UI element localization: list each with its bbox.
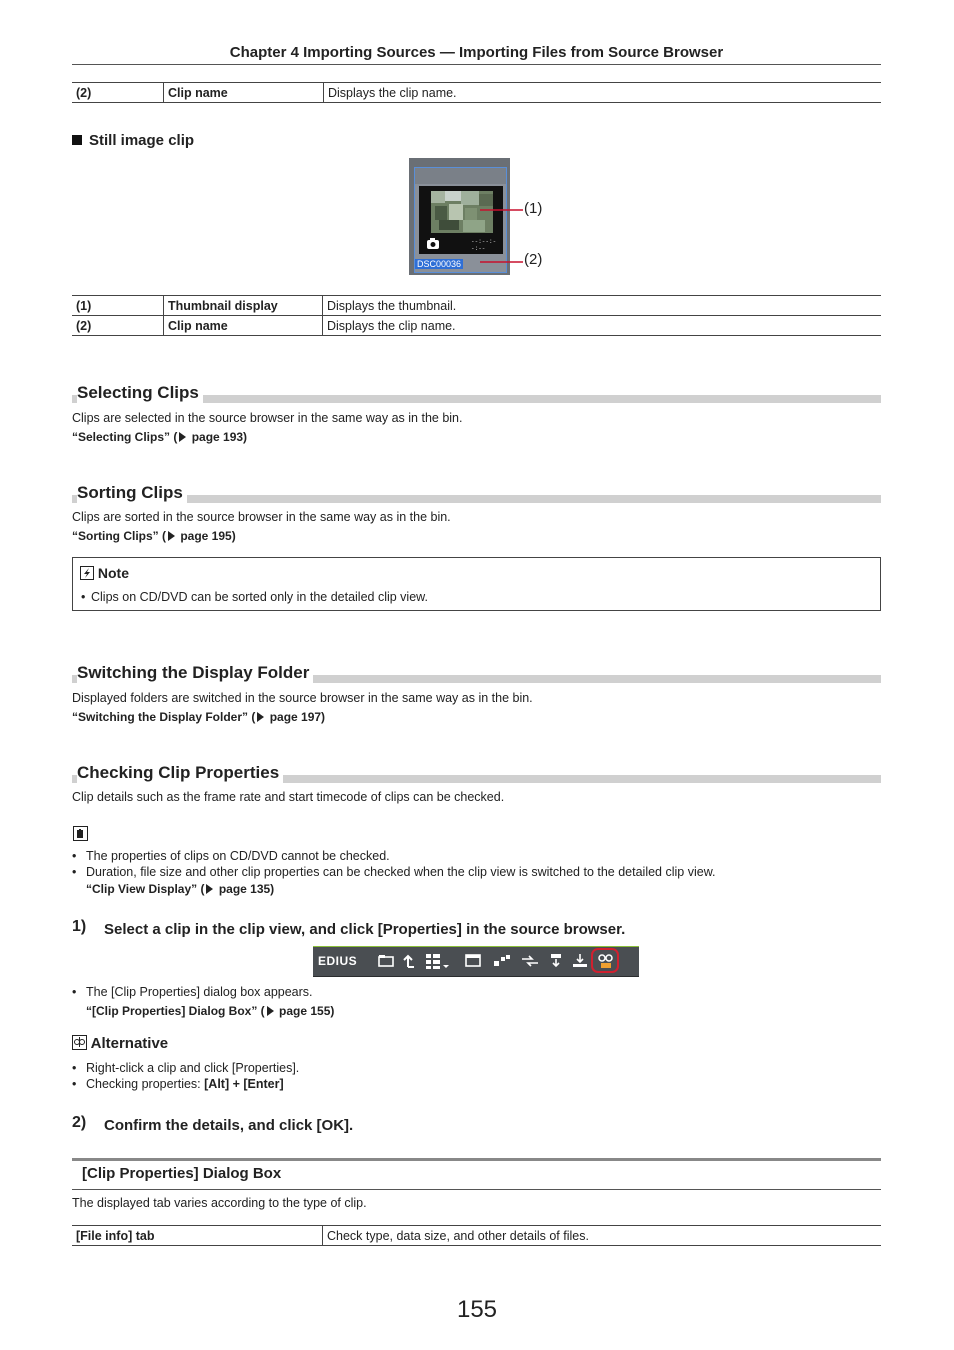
memo-icon bbox=[73, 826, 88, 841]
callout-2: (2) bbox=[524, 251, 543, 268]
table-row bbox=[72, 83, 881, 103]
clip-name-table bbox=[72, 82, 881, 103]
section-heading-checking: Checking Clip Properties bbox=[72, 761, 881, 783]
step-1-text: Select a clip in the clip view, and click [Properties] in the source browser. bbox=[104, 921, 626, 938]
window-icon[interactable] bbox=[464, 953, 482, 969]
note-box bbox=[72, 557, 881, 611]
note-bullet: • Clips on CD/DVD can be sorted only in the detailed clip view. bbox=[81, 590, 428, 604]
still-image-table bbox=[72, 295, 881, 336]
edius-logo: EDIUS bbox=[318, 954, 358, 968]
alternative-bullet-2: • Checking properties: [Alt] + [Enter] bbox=[72, 1077, 284, 1091]
section-heading-sorting: Sorting Clips bbox=[72, 481, 881, 503]
table-row: (2) Clip name Displays the clip name. bbox=[72, 316, 881, 336]
switching-reference-link[interactable]: “Switching the Display Folder” ( page 197) bbox=[72, 710, 326, 724]
alternative-icon bbox=[72, 1035, 87, 1050]
step-2-number: 2) bbox=[72, 1114, 87, 1131]
selecting-reference-link[interactable]: “Selecting Clips” ( page 193) bbox=[72, 430, 248, 444]
clip-view-reference-link[interactable]: “Clip View Display” ( page 135) bbox=[86, 882, 275, 896]
section-heading-switching: Switching the Display Folder bbox=[72, 661, 881, 683]
note-icon bbox=[80, 566, 94, 580]
header-rule bbox=[72, 64, 881, 65]
chapter-header: Chapter 4 Importing Sources — Importing Files from Source Browser bbox=[229, 44, 724, 61]
section-heading-selecting: Selecting Clips bbox=[72, 381, 881, 403]
square-bullet-icon bbox=[72, 135, 82, 145]
source-browser-toolbar bbox=[313, 946, 639, 977]
dialog-section-heading: [Clip Properties] Dialog Box bbox=[72, 1158, 881, 1190]
still-image-heading: Still image clip bbox=[72, 132, 194, 149]
table-row: [File info] tab Check type, data size, and other details of files. bbox=[72, 1226, 881, 1246]
page-arrow-icon bbox=[267, 1006, 274, 1016]
page-arrow-icon bbox=[168, 531, 175, 541]
clip-timecode: --:--:--:-- bbox=[471, 238, 497, 252]
step-2-text: Confirm the details, and click [OK]. bbox=[104, 1117, 354, 1134]
up-folder-icon[interactable] bbox=[401, 952, 417, 970]
note-title: Note bbox=[80, 565, 129, 581]
switching-text: Displayed folders are switched in the source browser in the same way as in the bin. bbox=[72, 691, 533, 705]
download-icon[interactable] bbox=[571, 952, 589, 970]
folder-icon[interactable] bbox=[377, 953, 395, 969]
alternative-title: Alternative bbox=[72, 1035, 168, 1052]
import-icon[interactable] bbox=[548, 952, 566, 970]
page-arrow-icon bbox=[179, 432, 186, 442]
callout-1: (1) bbox=[524, 200, 543, 217]
table-row: (1) Thumbnail display Displays the thumbnail. bbox=[72, 296, 881, 316]
clip-name-label: DSC00036 bbox=[417, 259, 462, 269]
shortcut-keys: [Alt] + [Enter] bbox=[204, 1077, 284, 1091]
transfer-icon[interactable] bbox=[520, 953, 540, 969]
sorting-reference-link[interactable]: “Sorting Clips” ( page 195) bbox=[72, 529, 236, 543]
step-1-number: 1) bbox=[72, 918, 87, 935]
sorting-text: Clips are sorted in the source browser in the same way as in the bin. bbox=[72, 510, 451, 524]
dialog-box-reference-link[interactable]: “[Clip Properties] Dialog Box” ( page 155) bbox=[86, 1004, 335, 1018]
selecting-text: Clips are selected in the source browser in the same way as in the bin. bbox=[72, 411, 463, 425]
row-description: Displays the clip name. bbox=[324, 83, 882, 103]
properties-icon bbox=[597, 953, 615, 969]
checking-bullet-1: • The properties of clips on CD/DVD cannot be checked. bbox=[72, 849, 390, 863]
page-arrow-icon bbox=[257, 712, 264, 722]
step-1-bullet: • The [Clip Properties] dialog box appears. bbox=[72, 985, 313, 999]
row-item: Clip name bbox=[164, 83, 324, 103]
checking-text: Clip details such as the frame rate and start timecode of clips can be checked. bbox=[72, 790, 505, 804]
add-to-bin-icon[interactable] bbox=[492, 953, 512, 969]
dialog-tab-table bbox=[72, 1225, 881, 1246]
row-number: (2) bbox=[72, 83, 164, 103]
page-number: 155 bbox=[456, 1296, 498, 1323]
page-arrow-icon bbox=[206, 884, 213, 894]
dialog-text: The displayed tab varies according to the type of clip. bbox=[72, 1196, 367, 1210]
callout-lines bbox=[480, 200, 525, 270]
view-mode-icon[interactable] bbox=[424, 952, 450, 972]
properties-button[interactable] bbox=[591, 948, 619, 973]
alternative-bullet-1: • Right-click a clip and click [Properties]. bbox=[72, 1061, 300, 1075]
checking-bullet-2: • Duration, file size and other clip properties can be checked when the clip view is switched to the detailed clip view. bbox=[72, 865, 716, 879]
